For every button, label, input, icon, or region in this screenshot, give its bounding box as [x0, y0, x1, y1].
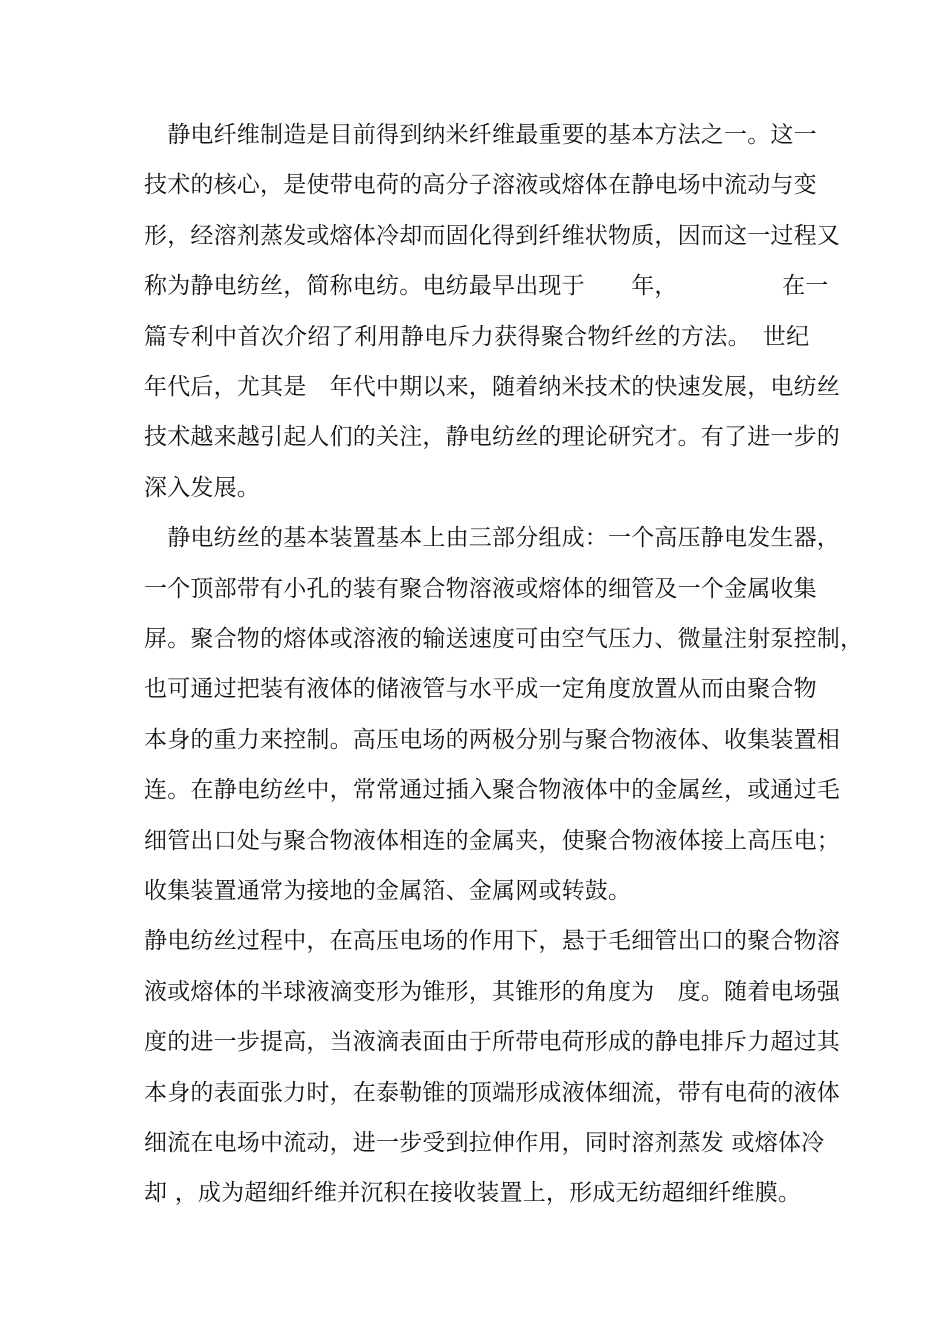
- paragraph-3-line-6: 却 ，成为超细纤维并沉积在接收装置上，形成无纺超细纤维膜。: [144, 1180, 802, 1207]
- paragraph-2-line-1: 静电纺丝的基本装置基本上由三部分组成：一个高压静电发生器，: [144, 525, 840, 552]
- paragraph-1-line-2: 技术的核心，是使带电荷的高分子溶液或熔体在静电场中流动与变: [144, 172, 817, 199]
- paragraph-3-line-4: 本身的表面张力时，在泰勒锥的顶端形成液体细流，带有电荷的液体: [144, 1079, 840, 1106]
- paragraph-1-line-3: 形，经溶剂蒸发或熔体冷却而固化得到纤维状物质，因而这一过程又: [144, 222, 840, 249]
- paragraph-1-line-4: 称为静电纺丝，简称电纺。电纺最早出现于 年， 在一: [144, 273, 829, 300]
- paragraph-3-line-2: 液或熔体的半球液滴变形为锥形，其锥形的角度为 度。随着电场强: [144, 978, 840, 1005]
- paragraph-1-line-7: 技术越来越引起人们的关注，静电纺丝的理论研究才。有了进一步的: [144, 424, 840, 451]
- paragraph-2-line-6: 连。在静电纺丝中，常常通过插入聚合物液体中的金属丝，或通过毛: [144, 777, 840, 804]
- paragraph-1-line-8: 深入发展。: [144, 474, 260, 501]
- paragraph-2-line-7: 细管出口处与聚合物液体相连的金属夹，使聚合物液体接上高压电；: [144, 827, 840, 854]
- paragraph-2-line-2: 一个顶部带有小孔的装有聚合物溶液或熔体的细管及一个金属收集: [144, 575, 817, 602]
- paragraph-3-line-1: 静电纺丝过程中，在高压电场的作用下，悬于毛细管出口的聚合物溶: [144, 928, 840, 955]
- paragraph-3-line-5: 细流在电场中流动，进一步受到拉伸作用，同时溶剂蒸发 或熔体冷: [144, 1130, 825, 1156]
- paragraph-2-line-4: 也可通过把装有液体的储液管与水平成一定角度放置从而由聚合物: [144, 676, 817, 703]
- paragraph-2-line-8: 收集装置通常为接地的金属箔、金属网或转鼓。: [144, 878, 632, 904]
- paragraph-1-line-6: 年代后，尤其是 年代中期以来，随着纳米技术的快速发展，电纺丝: [144, 374, 840, 400]
- paragraph-1-line-1: 静电纤维制造是目前得到纳米纤维最重要的基本方法之一。这一: [144, 122, 817, 148]
- paragraph-1-line-5: 篇专利中首次介绍了利用静电斥力获得聚合物纤丝的方法。 世纪: [144, 323, 810, 350]
- paragraph-2-line-5: 本身的重力来控制。高压电场的两极分别与聚合物液体、收集装置相: [144, 726, 840, 753]
- paragraph-2-line-3: 屏。聚合物的熔体或溶液的输送速度可由空气压力、微量注射泵控制，: [144, 626, 864, 652]
- paragraph-3-line-3: 度的进一步提高，当液滴表面由于所带电荷形成的静电排斥力超过其: [144, 1029, 840, 1056]
